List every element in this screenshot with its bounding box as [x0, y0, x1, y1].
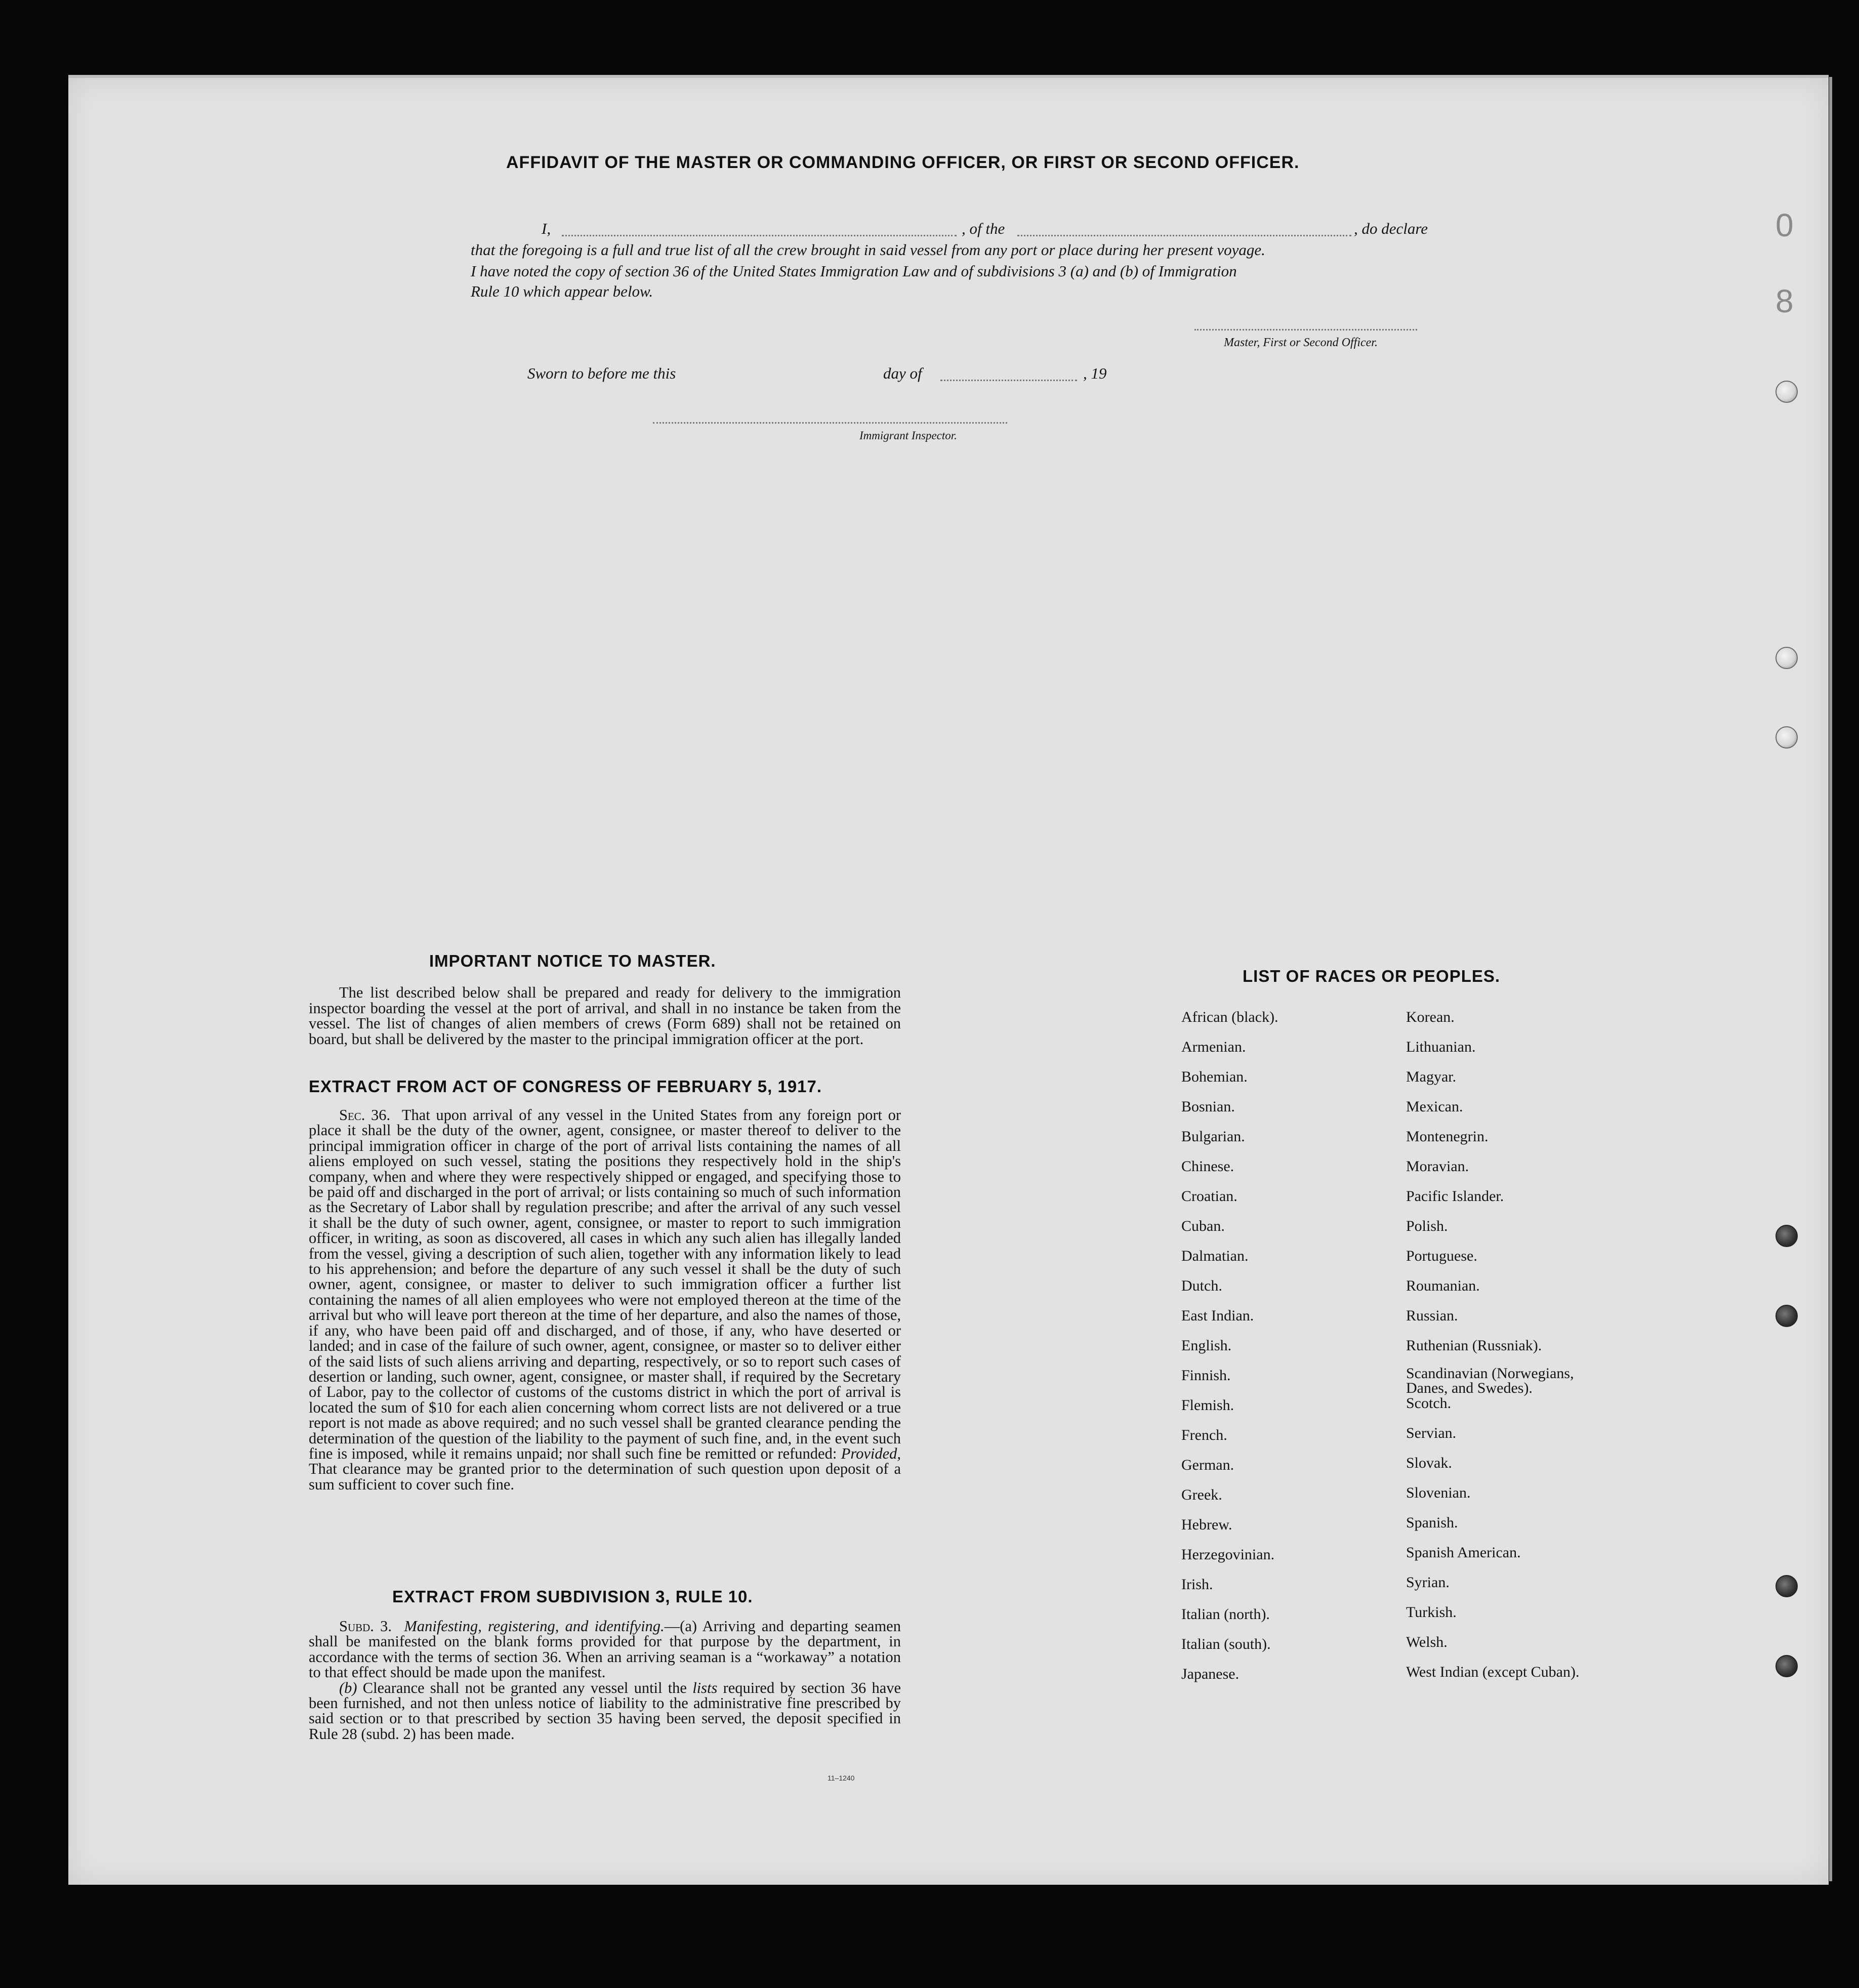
right-race-item: Pacific Islander. [1406, 1188, 1504, 1205]
right-race-item: Syrian. [1406, 1574, 1450, 1591]
right-race-item: Spanish American. [1406, 1544, 1521, 1561]
para-b-text-1: Clearance shall not be granted any vessel until the [362, 1679, 687, 1696]
affidavit-vessel-prefix: , of the [962, 220, 1005, 237]
sworn-year-prefix: , 19 [1083, 364, 1107, 382]
right-race-item: Slovenian. [1406, 1484, 1471, 1501]
act-extract-body [309, 1107, 901, 1492]
affidavit-declare: , do declare [1354, 220, 1428, 237]
sworn-day-of: day of [883, 364, 922, 382]
section-label: Sec. 36. [339, 1106, 391, 1124]
left-race-item: Bohemian. [1181, 1068, 1248, 1085]
subd-label: Subd. 3. [339, 1618, 392, 1635]
binder-hole [1775, 1655, 1798, 1677]
left-race-item: Dalmatian. [1181, 1248, 1249, 1264]
left-race-item: East Indian. [1181, 1307, 1254, 1324]
right-race-item: Spanish. [1406, 1514, 1458, 1531]
affidavit-declarant-prefix: I, [542, 220, 551, 237]
declarant-name-blank[interactable] [562, 235, 957, 236]
left-race-item: French. [1181, 1427, 1227, 1443]
right-race-item: Montenegrin. [1406, 1128, 1489, 1145]
left-race-item: Flemish. [1181, 1397, 1234, 1414]
master-signature-blank[interactable] [1194, 329, 1417, 330]
right-race-item: Servian. [1406, 1425, 1457, 1441]
left-race-item: Italian (north). [1181, 1606, 1270, 1623]
right-race-item: Ruthenian (Russniak). [1406, 1337, 1542, 1354]
right-race-item: Lithuanian. [1406, 1039, 1476, 1055]
sworn-month-blank[interactable] [940, 380, 1077, 381]
right-race-item: Russian. [1406, 1307, 1458, 1324]
rule-extract-title: EXTRACT FROM SUBDIVISION 3, RULE 10. [392, 1587, 753, 1606]
left-race-item: Irish. [1181, 1576, 1213, 1593]
para-a-text: Arriving and departing seamen shall be manifested on the blank forms provided for that purpose by the department, in accordance with the terms of section 36. When an arriving seaman is a “workaway” a notation to that effect should be made upon the manifest. [309, 1618, 901, 1681]
proviso-text: That clearance may be granted prior to the determination of such question upon deposit of a sum sufficient to cover such fine. [309, 1460, 901, 1493]
right-race-item: Polish. [1406, 1218, 1448, 1234]
right-race-item: Portuguese. [1406, 1248, 1477, 1264]
right-race-item: Slovak. [1406, 1455, 1452, 1471]
inspector-caption: Immigrant Inspector. [859, 429, 957, 442]
subd-heading: Manifesting, registering, and identifying. [404, 1618, 665, 1635]
master-signature-caption: Master, First or Second Officer. [1224, 336, 1378, 349]
right-race-item: Korean. [1406, 1009, 1455, 1025]
races-right-column [1406, 1010, 1619, 1694]
left-race-item: Finnish. [1181, 1367, 1231, 1384]
races-title: LIST OF RACES OR PEOPLES. [1243, 967, 1501, 985]
binder-hole [1775, 1225, 1798, 1247]
proviso-label: Provided, [841, 1444, 901, 1462]
act-extract-title: EXTRACT FROM ACT OF CONGRESS OF FEBRUARY 5, 1917. [309, 1077, 822, 1096]
affidavit-line-3: I have noted the copy of section 36 of the United States Immigration Law and of subdivisions 3 (a) and (b) of Immigration [471, 262, 1237, 280]
sworn-text: Sworn to before me this [527, 364, 676, 382]
races-left-column [1181, 1010, 1278, 1696]
left-race-item: Bulgarian. [1181, 1128, 1245, 1145]
right-race-item: Roumanian. [1406, 1277, 1480, 1294]
right-race-item: Mexican. [1406, 1098, 1463, 1115]
left-race-item: Japanese. [1181, 1666, 1240, 1682]
left-race-item: Herzegovinian. [1181, 1546, 1275, 1563]
right-race-item: Magyar. [1406, 1068, 1457, 1085]
para-a-label: (a) [680, 1618, 697, 1635]
notice-title: IMPORTANT NOTICE TO MASTER. [429, 951, 716, 970]
binder-hole [1775, 726, 1798, 749]
section-36-text: That upon arrival of any vessel in the United States from any foreign port or place it shall be the duty of the owner, agent, consignee, or master thereof to deliver to the principal immigration officer in charge of the port of arrival lists containing the names of all aliens employed on such vessel, stating the positions they respectively hold in the ship's company, when and where they were respectively shipped or engaged, and specifying those to be paid off and discharged in the port of arrival; or lists containing so much of such information as the Secretary of Labor shall by regulation prescribe; and after the arrival of any such vessel it shall be the duty of such owner, agent, consignee, or master to report to such immigration officer, in writing, as soon as discovered, all cases in which any such alien has illegally landed from the vessel, giving a description of such alien, together with any information likely to lead to his apprehension; and before the departure of any such vessel it shall be the duty of such owner, agent, consignee, or master to deliver to such immigration officer a further list containing the names of all alien employees who were not employed thereon at the time of the arrival but who will leave port thereon at the time of her departure, and also the names of those, if any, who have been paid off and discharged, and of those, if any, who have deserted or landed; and in case of the failure of such owner, agent, consignee, or master so to deliver either of the said lists of such aliens arriving and departing, respectively, or so to report such cases of desertion or landing, such owner, agent, consignee, or master shall, if required by the Secretary of Labor, pay to the collector of customs of the customs district in which the port of arrival is located the sum of $10 for each alien concerning whom correct lists are not delivered or a true report is not made as above required; and no such vessel shall be granted clearance pending the determination of the question of the liability to the payment of such fine, and, in the event such fine is imposed, while it remains unpaid; nor shall such fine be remitted or refunded: [309, 1106, 901, 1462]
affidavit-line-2: that the foregoing is a full and true list of all the crew brought in said vessel from any port or place during her present voyage. [471, 241, 1265, 259]
margin-mark-8: 8 [1775, 283, 1794, 319]
vessel-name-blank[interactable] [1017, 235, 1351, 236]
left-race-item: African (black). [1181, 1009, 1278, 1025]
binder-hole [1775, 381, 1798, 403]
left-race-item: Croatian. [1181, 1188, 1237, 1205]
left-race-item: Italian (south). [1181, 1636, 1271, 1652]
form-number: 11–1240 [828, 1774, 855, 1782]
right-race-item: West Indian (except Cuban). [1406, 1664, 1580, 1680]
right-race-item: Moravian. [1406, 1158, 1469, 1175]
left-race-item: Greek. [1181, 1486, 1222, 1503]
binder-hole [1775, 647, 1798, 669]
inspector-signature-blank[interactable] [653, 422, 1007, 424]
left-race-item: Cuban. [1181, 1218, 1225, 1234]
right-race-item: Scandinavian (Norwegians, Danes, and Swedes). [1406, 1365, 1574, 1396]
left-race-item: Armenian. [1181, 1039, 1246, 1055]
left-race-item: Chinese. [1181, 1158, 1234, 1175]
page-edge [1829, 77, 1832, 1881]
affidavit-title: AFFIDAVIT OF THE MASTER OR COMMANDING OFFICER, OR FIRST OR SECOND OFFICER. [506, 153, 1300, 172]
left-race-item: Dutch. [1181, 1277, 1222, 1294]
left-race-item: Hebrew. [1181, 1516, 1232, 1533]
notice-text: The list described below shall be prepared and ready for delivery to the immigration inspector boarding the vessel at the port of arrival, and shall in no instance be taken from the vessel. The list of changes of alien members of crews (Form 689) shall not be retained on board, but shall be delivered by the master to the principal immigration officer at the port. [309, 984, 901, 1048]
right-race-item: Welsh. [1406, 1634, 1448, 1650]
para-b-label: (b) [339, 1679, 357, 1696]
rule-extract-body: Subd. 3. Manifesting, registering, and identifying.—(a) Arriving and departing seamen shall be manifested on the blank forms provided for that purpose by the department, in accordance with the terms of section 36. When an arriving seaman is a “workaway” a notation to that effect should be made upon the manifest. (b) Clearance shall not be granted any vessel until the lists required by section 36 have been furnished, and not then unless notice of liability to the administrative fine prescribed by said section or to that prescribed by section 35 having been served, the deposit specified in Rule 28 (subd. 2) has been made. [309, 1618, 901, 1743]
para-b-text-2: required by section 36 have been furnished, and not then unless notice of liability to the administrative fine prescribed by said section or to that prescribed by section 35 having been served, the deposit specified in Rule 28 (subd. 2) has been made. [309, 1679, 901, 1743]
margin-mark-0: 0 [1775, 207, 1794, 243]
notice-body [309, 985, 901, 1047]
binder-hole [1775, 1305, 1798, 1327]
para-b-lists: lists [692, 1679, 718, 1696]
right-race-item: Scotch. [1406, 1395, 1452, 1412]
left-race-item: German. [1181, 1457, 1234, 1473]
affidavit-line-4: Rule 10 which appear below. [471, 282, 653, 300]
left-race-item: English. [1181, 1337, 1232, 1354]
binder-hole [1775, 1575, 1798, 1597]
left-race-item: Bosnian. [1181, 1098, 1235, 1115]
right-race-item: Turkish. [1406, 1604, 1457, 1621]
